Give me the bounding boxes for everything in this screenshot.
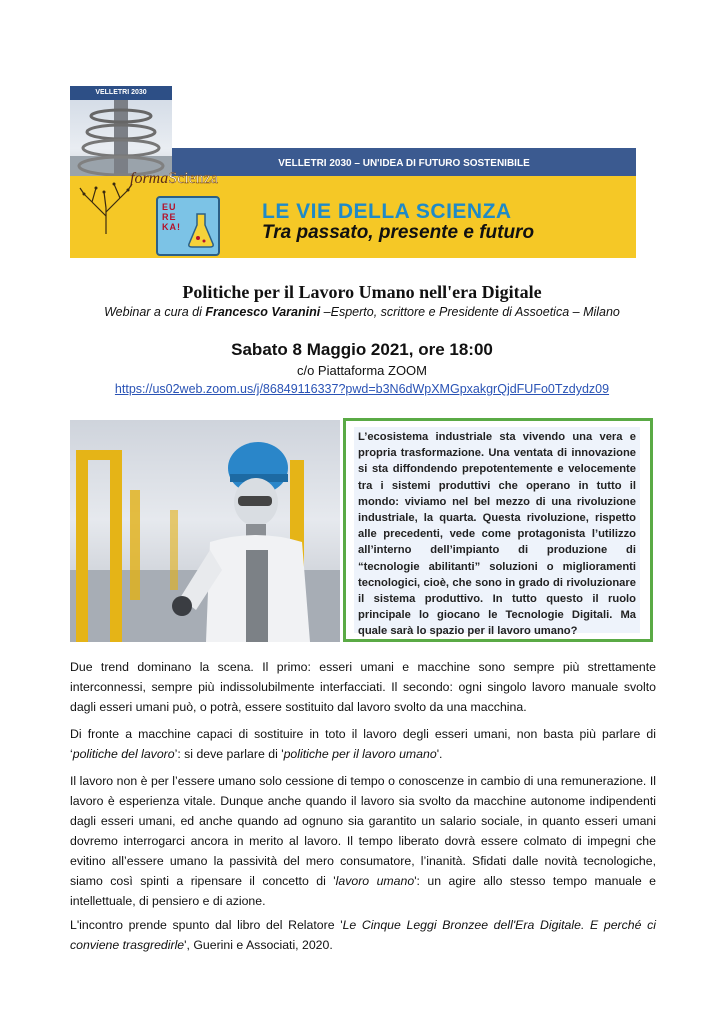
- subtitle-prefix: Webinar a cura di: [104, 305, 206, 319]
- slogan-sub: Tra passato, presente e futuro: [262, 222, 535, 243]
- p2-emphasis-2: politiche per il lavoro umano: [283, 747, 437, 761]
- eureka-logo: [156, 196, 220, 256]
- intro-text-box: [343, 418, 653, 642]
- event-platform: c/o Piattaforma ZOOM: [296, 363, 428, 378]
- p2-emphasis-1: politiche del lavoro: [72, 747, 175, 761]
- banner-strip-title: VELLETRI 2030 – UN'IDEA DI FUTURO SOSTENIBILE: [172, 148, 636, 180]
- robot-illustration: [70, 420, 340, 642]
- slogan-main: LE VIE DELLA SCIENZA: [262, 200, 512, 223]
- p3-text-b: ': un agire allo stesso tempo manuale e intellettuale, di pensiero e di azione.: [70, 874, 656, 908]
- p2-text-c: '.: [436, 747, 443, 761]
- forma-scienza-logo: [130, 170, 218, 188]
- p4-text-b: ', Guerini e Associati, 2020.: [184, 938, 333, 952]
- paragraph-policies: [70, 724, 656, 764]
- subtitle-suffix: –Esperto, scrittore e Presidente di Assoetica – Milano: [320, 305, 620, 319]
- p3-emphasis: lavoro umano: [335, 874, 415, 888]
- speaker-name: Francesco Varanini: [205, 305, 321, 319]
- logo-forma: forma: [130, 170, 169, 187]
- robot-forklift-image: [70, 420, 340, 642]
- photo-tag: VELLETRI 2030: [70, 86, 172, 100]
- p3-text-a: Il lavoro non è per l’essere umano solo cessione di tempo o conoscenze in cambio di una remunerazione. Il lavoro è esperienza vitale. Dunque anche quando il lavoro sia svolto da macchine autonome indipendenti dagli esseri umani, ed anche quando ad ognuno sia garantito un salario sociale, in quanto esseri umani dovremo interrogarci ancora in merito al lavoro. Il tempo liberato dovrà essere colmato di impegni che evitino all’essere umano la passività del mero consumatore, l’inanità. Sfidati dalle novità tecnologiche, siamo così spinti a ripensare il concetto di ': [70, 774, 656, 888]
- flask-icon: [188, 212, 214, 248]
- paragraph-book: [70, 915, 656, 955]
- event-title: Politiche per il Lavoro Umano nell'era Digitale: [182, 282, 542, 302]
- p4-text-a: L'incontro prende spunto dal libro del Relatore ': [70, 918, 343, 932]
- p2-text-a: Di fronte a macchine capaci di sostituire in toto il lavoro degli esseri umani, non basta più parlare di ‘: [70, 727, 656, 761]
- event-date: Sabato 8 Maggio 2021, ore 18:00: [231, 340, 493, 359]
- logo-scienza: Scienza: [168, 170, 218, 187]
- zoom-meeting-link[interactable]: https://us02web.zoom.us/j/86849116337?pwd=b3N6dWpXMGpxakgrQjdFUFo0Tzdydz09: [114, 382, 610, 396]
- intro-text: L’ecosistema industriale sta vivendo una vera e propria trasformazione. Una ventata di innovazione si sta diffondendo prepotentemente e velocemente tra i sistemi produttivi che operano in tutto il mondo: viviamo nel bel mezzo di una rivoluzione industriale, la quarta. Questa rivoluzione, rispetto alle precedenti, vede come protagonista l’utilizzo all’interno dell’impianto di produzione di “tecnologie abilitanti” soluzioni o miglioramenti tecnologici, cioè, che sono in grado di rivoluzionare il sistema produttivo. In tutto questo il ruolo principale lo giocano le Tecnologie Digitali. Ma quale sarà lo spazio per il lavoro umano?: [354, 427, 640, 633]
- p2-text-b: ’: si deve parlare di ': [174, 747, 284, 761]
- paragraph-trends: Due trend dominano la scena. Il primo: esseri umani e macchine sono sempre più strettamente interconnessi, sempre più indissolubilmente interfacciati. Il secondo: ogni singolo lavoro manuale svolto dagli esseri umani può, o potrà, essere sostituito dal lavoro svolto da una macchina.: [70, 660, 656, 714]
- tree-logo-icon: [78, 178, 134, 236]
- eureka-logo-text: EU RE KA!: [162, 202, 181, 232]
- header-banner: [70, 86, 636, 258]
- event-subtitle: [0, 305, 724, 319]
- book-title: Le Cinque Leggi Bronzee dell'Era Digitale. E perché ci conviene trasgredirle: [70, 918, 656, 952]
- paragraph-human-work: [70, 771, 656, 911]
